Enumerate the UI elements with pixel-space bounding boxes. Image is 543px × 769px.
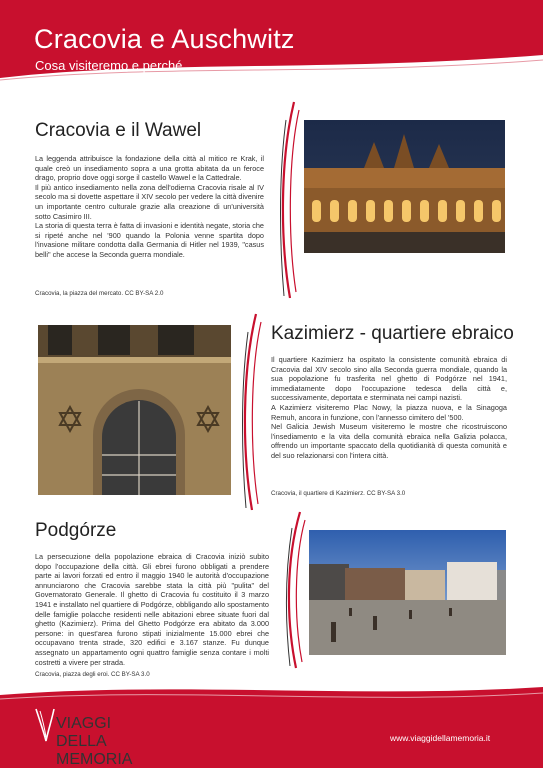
viaggi-della-memoria-logo-icon (34, 707, 56, 743)
decorative-strokes (276, 100, 306, 300)
footer-logo-text (56, 715, 132, 769)
caption-wawel: Cracovia, la piazza del mercato. CC BY-SA 2.0 (35, 290, 164, 297)
logo-line: MEMORIA (56, 751, 133, 768)
decorative-strokes (282, 510, 312, 670)
footer-website-link[interactable]: www.viaggidellamemoria.it (390, 733, 491, 743)
paragraph: Il quartiere Kazimierz ha ospitato la consistente comunità ebraica di Cracovia dal XIV secolo sino alla Seconda guerra mondiale, quando la sua popolazione fu trasferita nel ghetto di Podgórze nel 1941, immediatamente dopo l'occupazione tedesca della città e, successivamente, deportata e sterminata nei campi nazisti. (271, 355, 507, 403)
page-title: Cracovia e Auschwitz (34, 24, 295, 54)
section-title-podgorze: Podgórze (35, 520, 117, 541)
section-title-kazimierz: Kazimierz - quartiere ebraico (271, 323, 514, 344)
paragraph: La persecuzione della popolazione ebraica di Cracovia iniziò subito dopo l'occupazione della città. Gli ebrei furono obbligati a prendere parte ai lavori forzati ed entro il maggio 1940 le autorità d'occupazione annunciarono che Cracovia sarebbe stata la città più "pulita" del Governatorato Generale. Il ghetto di Cracovia fu costituito il 3 marzo 1941 e installato nel quartiere di Podgórze, obbligando allo spostamento delle famiglie polacche residenti nelle abitazioni ebree situate fuori dal ghetto (Kazimierz). Prima del Ghetto Podgórze era abitato da 3.000 persone: in quest'area furono stipati inizialmente 15.000 ebrei che occupavano trenta strade, 320 edifici e 3.167 stanze. Fu dunque assegnato un appartamento ogni quattro famiglie senza contare i molti costretti a vivere per strada. (35, 552, 269, 667)
paragraph: La leggenda attribuisce la fondazione della città al mitico re Krak, il quale creò un insediamento sopra a una grotta abitata da un feroce drago, proprio dove oggi sorge il castello Wawel e la Cattedrale. (35, 154, 264, 183)
photo-cloth-hall (304, 120, 505, 253)
caption-podgorze: Cracovia, piazza degli eroi. CC BY-SA 3.0 (35, 671, 150, 678)
decorative-strokes (238, 312, 268, 512)
logo-line: VIAGGI (56, 715, 112, 732)
paragraph: Il più antico insediamento nella zona dell'odierna Cracovia risale al IV secolo ma si dovette aspettare il XIV secolo per vedere la città divenire un importante centro culturale grazie alla creazione di un'università sotto Casimiro III. (35, 182, 264, 221)
section-text-wawel (35, 154, 264, 260)
section-text-kazimierz (271, 355, 507, 461)
page-subtitle: Cosa visiteremo e perché (35, 58, 183, 73)
caption-kazimierz: Cracovia, il quartiere di Kazimierz. CC BY-SA 3.0 (271, 490, 406, 497)
section-title-wawel: Cracovia e il Wawel (35, 120, 202, 141)
photo-heroes-square (309, 530, 506, 655)
section-text-podgorze (35, 552, 269, 667)
photo-kazimierz-facade (38, 325, 231, 495)
page-header (0, 0, 543, 95)
logo-line: DELLA (56, 733, 107, 750)
paragraph: A Kazimierz visiteremo Plac Nowy, la piazza nuova, e la Sinagoga Remuh, ancora in funzione, con l'annesso cimitero del '500. (271, 402, 507, 422)
paragraph: La storia di questa terra è fatta di invasioni e identità negate, storia che si ripeté anche nel '900 quando la Polonia venne spartita dopo l'invasione militare condotta dalla Germania di Hitler nel 1939, "casus belli" che accese la Seconda guerra mondiale. (35, 221, 264, 259)
paragraph: Nel Galicia Jewish Museum visiteremo le mostre che ricostruiscono l'insediamento e la vita della comunità ebraica nella Galizia polacca, offrendo un importante spaccato della quotidianità di questa comunità e del suo relazionarsi con l'intera città. (271, 422, 507, 460)
